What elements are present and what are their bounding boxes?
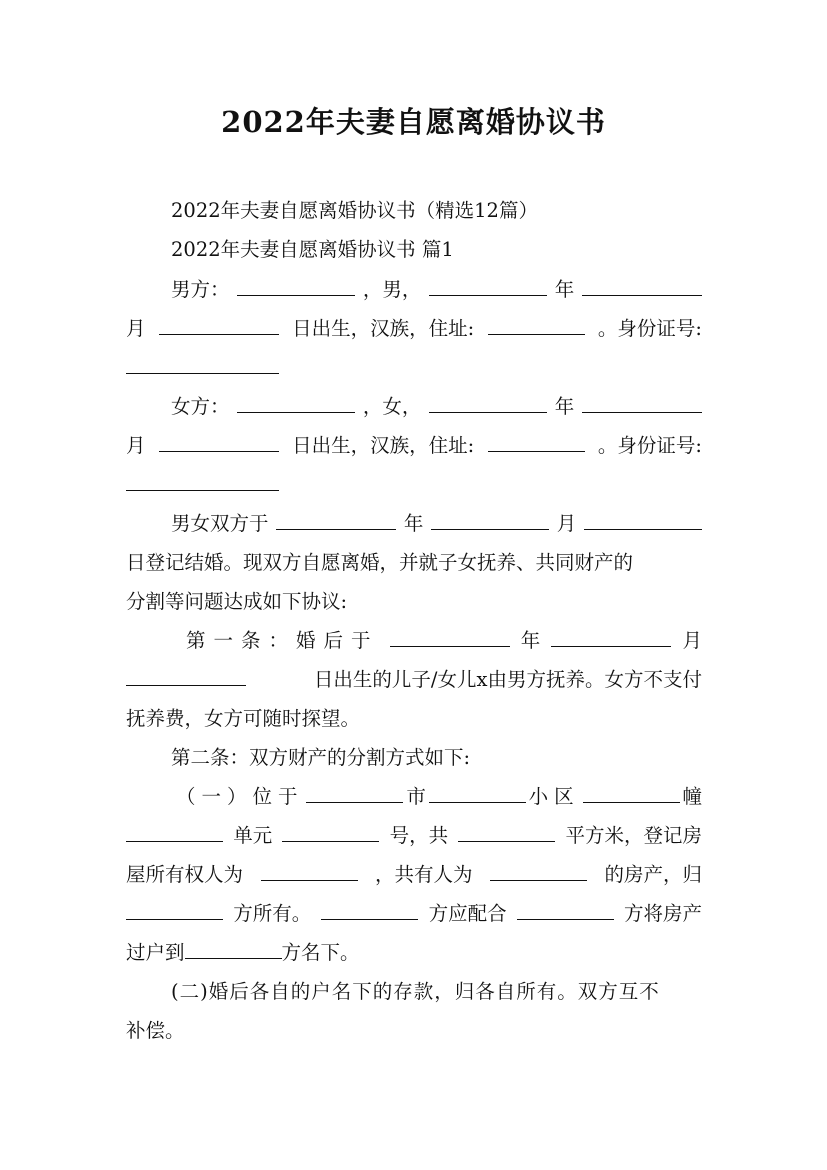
ownership-text: 方所有。 <box>233 902 312 925</box>
area-blank <box>458 822 555 842</box>
month-text: 月 <box>126 317 146 340</box>
assignee-blank <box>126 900 223 920</box>
female-birth-year-blank <box>429 393 547 413</box>
birth-address-text: 日出生，汉族，住址: <box>292 317 475 340</box>
male-name-blank <box>237 276 355 296</box>
month-text: 月 <box>556 512 577 535</box>
id-number-text: 。身份证号: <box>597 317 702 340</box>
male-id-blank <box>126 354 279 374</box>
birth-address-text: 日出生，汉族，住址: <box>292 434 475 457</box>
male-gender-text: ，男， <box>362 278 422 301</box>
female-id-blank <box>126 471 279 491</box>
unit-blank <box>126 822 223 842</box>
female-line-3 <box>126 471 702 499</box>
transfer-to-text: 过户到 <box>126 941 185 964</box>
female-name-blank <box>237 393 355 413</box>
name-under-text: 方名下。 <box>281 941 360 964</box>
article-2-p2-line-2: 补偿。 <box>126 1019 185 1042</box>
child-birth-day-blank <box>126 666 246 686</box>
article-2-p1-line-4 <box>126 900 702 928</box>
building-blank <box>583 783 680 803</box>
cooperate-text: 方应配合 <box>428 902 507 925</box>
city-blank <box>306 783 403 803</box>
female-address-blank <box>488 432 585 452</box>
female-gender-text: ，女， <box>362 395 422 418</box>
year-text: 年 <box>554 278 575 301</box>
male-label: 男方： <box>171 278 230 301</box>
marriage-line-1 <box>126 510 702 538</box>
document-title: 2022年夫妻自愿离婚协议书 <box>221 105 606 139</box>
female-birth-month-blank <box>582 393 702 413</box>
month-text: 月 <box>126 434 146 457</box>
subtitle: 2022年夫妻自愿离婚协议书（精选12篇） <box>171 199 538 222</box>
male-line-2 <box>126 315 702 343</box>
male-birth-year-blank <box>429 276 547 296</box>
unit-text: 单元 <box>233 824 273 847</box>
section-heading: 2022年夫妻自愿离婚协议书 篇1 <box>171 238 454 261</box>
marriage-line-3: 分割等问题达成如下协议: <box>126 590 348 613</box>
article-1-line-1 <box>126 627 702 655</box>
room-number-text: 号，共 <box>389 824 449 847</box>
custody-text: 日出生的儿子/女儿x由男方抚养。女方不支付 <box>313 668 702 691</box>
transfer-text: 方将房产 <box>623 902 702 925</box>
child-birth-year-blank <box>390 627 510 647</box>
male-address-blank <box>488 315 585 335</box>
recipient-blank <box>185 939 282 959</box>
article-1-line-3: 抚养费，女方可随时探望。 <box>126 707 361 730</box>
female-birth-day-blank <box>159 432 279 452</box>
cooperating-party-blank <box>321 900 418 920</box>
area-text: 平方米，登记房 <box>565 824 702 847</box>
marriage-day-blank <box>584 510 702 530</box>
article-2-p2-line-1 <box>126 978 702 1006</box>
month-text: 月 <box>682 629 702 652</box>
location-text: （一）位于 <box>176 785 304 808</box>
marriage-intro-text: 男女双方于 <box>171 512 269 535</box>
id-number-text: 。身份证号: <box>597 434 702 457</box>
article-2-p1-line-5 <box>126 939 702 967</box>
transferring-party-blank <box>517 900 614 920</box>
article-2-p1-line-3 <box>126 861 702 889</box>
co-owner-text: ，共有人为 <box>374 863 473 886</box>
year-text: 年 <box>520 629 541 652</box>
marriage-month-blank <box>431 510 549 530</box>
article-2-heading: 第二条：双方财产的分割方式如下: <box>171 746 471 769</box>
owner-blank <box>261 861 358 881</box>
marriage-year-blank <box>276 510 396 530</box>
male-line-1 <box>126 276 702 304</box>
male-birth-month-blank <box>582 276 702 296</box>
room-number-blank <box>282 822 379 842</box>
female-line-1 <box>126 393 702 421</box>
male-birth-day-blank <box>159 315 279 335</box>
female-line-2 <box>126 432 702 460</box>
female-label: 女方： <box>171 395 230 418</box>
article-1-line-2 <box>126 666 702 694</box>
community-blank <box>429 783 526 803</box>
child-birth-month-blank <box>551 627 671 647</box>
co-owner-blank <box>490 861 587 881</box>
property-text: 的房产，归 <box>604 863 702 886</box>
year-text: 年 <box>403 512 424 535</box>
deposit-text: (二)婚后各自的户名下的存款，归各自所有。双方互不 <box>171 980 660 1003</box>
year-text: 年 <box>554 395 575 418</box>
article-2-p1-line-2 <box>126 822 702 850</box>
male-line-3 <box>126 354 702 382</box>
community-text: 小区 <box>528 785 580 808</box>
article-2-p1-line-1 <box>126 783 702 811</box>
owner-text: 屋所有权人为 <box>126 863 244 886</box>
article-1-intro-text: 第一条：婚后于 <box>186 629 379 652</box>
city-text: 市 <box>406 785 426 808</box>
building-text: 幢 <box>682 785 702 808</box>
marriage-line-2: 日登记结婚。现双方自愿离婚，并就子女抚养、共同财产的 <box>126 551 634 574</box>
